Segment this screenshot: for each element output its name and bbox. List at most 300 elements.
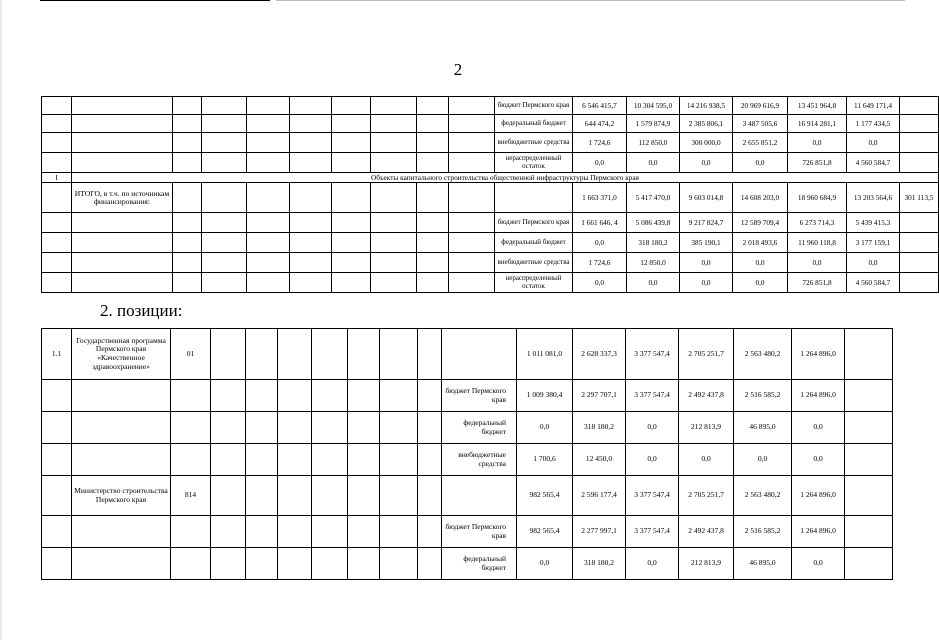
section-number: I <box>42 173 72 183</box>
funding-source-cell: внебюджетные средства <box>442 444 517 476</box>
empty-cell <box>348 444 380 476</box>
empty-cell <box>312 444 348 476</box>
empty-cell <box>246 380 278 412</box>
empty-cell <box>211 329 246 380</box>
table-row <box>42 273 939 293</box>
value-cell: 12 589 709,4 <box>733 213 788 233</box>
empty-cell <box>418 412 442 444</box>
value-cell: 318 180,2 <box>627 233 680 253</box>
empty-cell <box>371 253 417 273</box>
empty-cell <box>290 233 332 253</box>
value-cell: 0,0 <box>680 273 733 293</box>
empty-cell <box>348 548 380 580</box>
value-cell: 20 969 616,9 <box>733 97 788 115</box>
empty-cell <box>202 115 247 133</box>
empty-cell <box>417 153 449 173</box>
funding-source-cell <box>442 476 517 516</box>
value-cell: 1 264 896,0 <box>792 380 845 412</box>
empty-cell <box>290 183 332 213</box>
table-row <box>42 380 893 412</box>
empty-cell <box>202 183 247 213</box>
table-row <box>42 412 893 444</box>
funding-source-cell: федеральный бюджет <box>442 548 517 580</box>
value-cell: 0,0 <box>626 548 679 580</box>
empty-cell <box>202 233 247 253</box>
empty-cell <box>371 183 417 213</box>
empty-cell <box>173 253 202 273</box>
value-cell: 726 851,8 <box>788 273 847 293</box>
value-cell: 12 450,0 <box>573 444 626 476</box>
program-code <box>171 444 211 476</box>
empty-cell <box>173 273 202 293</box>
value-cell: 2 516 585,2 <box>734 516 792 548</box>
value-cell: 112 850,0 <box>627 133 680 153</box>
empty-cell <box>845 516 893 548</box>
empty-cell <box>418 516 442 548</box>
empty-cell <box>449 233 495 253</box>
value-cell: 12 850,0 <box>627 253 680 273</box>
value-cell: 2 705 251,7 <box>679 476 734 516</box>
empty-cell <box>845 329 893 380</box>
program-name <box>72 548 171 580</box>
table-row <box>42 233 939 253</box>
row-number <box>42 380 72 412</box>
table-row <box>42 329 893 380</box>
value-cell: 9 217 824,7 <box>680 213 733 233</box>
funding-source-cell: бюджет Пермского края <box>442 516 517 548</box>
empty-cell <box>417 133 449 153</box>
value-cell: 0,0 <box>627 153 680 173</box>
value-cell: 11 960 118,8 <box>788 233 847 253</box>
empty-cell <box>42 153 72 173</box>
value-cell: 212 813,9 <box>679 548 734 580</box>
funding-source-cell: бюджет Пермского края <box>442 380 517 412</box>
empty-cell <box>173 115 202 133</box>
value-cell: 2 492 437,8 <box>679 380 734 412</box>
empty-cell <box>371 153 417 173</box>
value-cell: 14 608 203,0 <box>733 183 788 213</box>
value-cell: 0,0 <box>788 133 847 153</box>
empty-cell <box>247 133 290 153</box>
value-cell: 1 264 896,0 <box>792 329 845 380</box>
empty-cell <box>290 97 332 115</box>
empty-cell <box>278 444 312 476</box>
empty-cell <box>417 253 449 273</box>
value-cell: 644 474,2 <box>573 115 627 133</box>
empty-cell <box>449 133 495 153</box>
table-row <box>42 97 939 115</box>
value-cell: 2 563 480,2 <box>734 476 792 516</box>
empty-cell <box>417 273 449 293</box>
value-cell: 726 851,8 <box>788 153 847 173</box>
value-cell: 212 813,9 <box>679 412 734 444</box>
row-number <box>42 548 72 580</box>
value-cell: 46 895,0 <box>734 548 792 580</box>
value-cell: 6 546 415,7 <box>573 97 627 115</box>
value-cell <box>900 97 939 115</box>
empty-cell <box>845 476 893 516</box>
value-cell: 3 377 547,4 <box>626 516 679 548</box>
value-cell: 2 297 707,1 <box>573 380 626 412</box>
table-row <box>42 253 939 273</box>
empty-cell <box>845 412 893 444</box>
empty-cell <box>417 183 449 213</box>
program-code: 814 <box>171 476 211 516</box>
empty-cell <box>278 412 312 444</box>
empty-cell <box>173 153 202 173</box>
program-name: Министерство строительства Пермского края <box>72 476 171 516</box>
value-cell: 9 603 014,8 <box>680 183 733 213</box>
value-cell <box>900 133 939 153</box>
empty-cell <box>418 548 442 580</box>
value-cell: 6 273 714,3 <box>788 213 847 233</box>
section-title: 2. позиции: <box>100 301 183 320</box>
value-cell: 0,0 <box>626 412 679 444</box>
row-number <box>42 476 72 516</box>
empty-cell <box>247 97 290 115</box>
empty-cell <box>312 548 348 580</box>
empty-cell <box>278 380 312 412</box>
table-row <box>42 548 893 580</box>
program-name: Государственная программа Пермского края «Качественное здравоохранение» <box>72 329 171 380</box>
empty-cell <box>72 233 173 253</box>
value-cell: 0,0 <box>733 153 788 173</box>
empty-cell <box>371 133 417 153</box>
empty-cell <box>42 183 72 213</box>
empty-cell <box>246 548 278 580</box>
table-row <box>42 133 939 153</box>
empty-cell <box>42 115 72 133</box>
table-row <box>42 153 939 173</box>
empty-cell <box>449 97 495 115</box>
value-cell: 0,0 <box>733 273 788 293</box>
program-name <box>72 412 171 444</box>
value-cell: 46 895,0 <box>734 412 792 444</box>
empty-cell <box>278 329 312 380</box>
empty-cell <box>247 273 290 293</box>
empty-cell <box>845 380 893 412</box>
empty-cell <box>173 233 202 253</box>
empty-cell <box>845 548 893 580</box>
value-cell: 14 216 938,5 <box>680 97 733 115</box>
value-cell: 0,0 <box>680 153 733 173</box>
funding-source-cell: внебюджетные средства <box>495 253 573 273</box>
value-cell: 318 180,2 <box>573 412 626 444</box>
table-row <box>42 115 939 133</box>
value-cell: 2 563 480,2 <box>734 329 792 380</box>
value-cell: 11 649 171,4 <box>847 97 900 115</box>
empty-cell <box>42 233 72 253</box>
value-cell: 1 011 081,0 <box>517 329 573 380</box>
value-cell: 0,0 <box>792 412 845 444</box>
funding-source-cell: бюджет Пермского края <box>495 213 573 233</box>
value-cell: 1 009 380,4 <box>517 380 573 412</box>
table-row <box>42 516 893 548</box>
value-cell <box>900 273 939 293</box>
value-cell: 1 700,6 <box>517 444 573 476</box>
total-row <box>42 183 939 213</box>
row-number <box>42 412 72 444</box>
total-label: ИТОГО, в т.ч. по источникам финансирования: <box>72 183 173 213</box>
empty-cell <box>332 115 371 133</box>
row-number: 1.1 <box>42 329 72 380</box>
empty-cell <box>449 273 495 293</box>
scan-edge-top <box>40 0 270 1</box>
empty-cell <box>247 213 290 233</box>
empty-cell <box>247 253 290 273</box>
value-cell: 0,0 <box>517 412 573 444</box>
program-code: 01 <box>171 329 211 380</box>
empty-cell <box>495 183 573 213</box>
empty-cell <box>211 476 246 516</box>
page-number: 2 <box>453 60 463 79</box>
empty-cell <box>202 253 247 273</box>
funding-source-cell <box>442 329 517 380</box>
empty-cell <box>380 548 418 580</box>
empty-cell <box>290 153 332 173</box>
empty-cell <box>348 476 380 516</box>
empty-cell <box>290 253 332 273</box>
empty-cell <box>312 412 348 444</box>
value-cell: 0,0 <box>792 548 845 580</box>
value-cell: 0,0 <box>627 273 680 293</box>
value-cell: 982 565,4 <box>517 516 573 548</box>
empty-cell <box>202 213 247 233</box>
value-cell: 1 661 646, 4 <box>573 213 627 233</box>
value-cell: 3 377 547,4 <box>626 476 679 516</box>
empty-cell <box>202 273 247 293</box>
value-cell: 0,0 <box>733 253 788 273</box>
value-cell: 0,0 <box>679 444 734 476</box>
value-cell: 2 655 851,2 <box>733 133 788 153</box>
value-cell: 0,0 <box>573 233 627 253</box>
value-cell: 0,0 <box>626 444 679 476</box>
empty-cell <box>312 476 348 516</box>
section-title-cell: Объекты капитального строительства общественной инфраструктуры Пермского края <box>72 173 939 183</box>
empty-cell <box>348 412 380 444</box>
empty-cell <box>449 253 495 273</box>
empty-cell <box>247 183 290 213</box>
empty-cell <box>278 516 312 548</box>
empty-cell <box>72 133 173 153</box>
value-cell: 0,0 <box>573 153 627 173</box>
empty-cell <box>278 548 312 580</box>
empty-cell <box>211 412 246 444</box>
value-cell: 300 000,0 <box>680 133 733 153</box>
empty-cell <box>72 213 173 233</box>
value-cell: 2 385 806,1 <box>680 115 733 133</box>
empty-cell <box>72 115 173 133</box>
value-cell: 1 579 874,9 <box>627 115 680 133</box>
funding-source-cell: федеральный бюджет <box>495 233 573 253</box>
empty-cell <box>246 444 278 476</box>
program-name <box>72 444 171 476</box>
empty-cell <box>211 444 246 476</box>
empty-cell <box>348 329 380 380</box>
empty-cell <box>246 412 278 444</box>
empty-cell <box>211 548 246 580</box>
empty-cell <box>246 329 278 380</box>
funding-source-cell: федеральный бюджет <box>495 115 573 133</box>
value-cell: 2 516 585,2 <box>734 380 792 412</box>
empty-cell <box>417 97 449 115</box>
empty-cell <box>247 115 290 133</box>
empty-cell <box>845 444 893 476</box>
empty-cell <box>211 380 246 412</box>
empty-cell <box>72 97 173 115</box>
empty-cell <box>202 97 247 115</box>
program-code <box>171 380 211 412</box>
value-cell: 3 177 159,1 <box>847 233 900 253</box>
empty-cell <box>417 213 449 233</box>
empty-cell <box>380 329 418 380</box>
empty-cell <box>417 115 449 133</box>
value-cell: 1 724,6 <box>573 133 627 153</box>
row-number <box>42 444 72 476</box>
empty-cell <box>246 476 278 516</box>
value-cell <box>900 253 939 273</box>
empty-cell <box>449 115 495 133</box>
empty-cell <box>380 444 418 476</box>
financing-table-positions <box>41 328 893 580</box>
funding-source-cell: нераспределенный остаток <box>495 273 573 293</box>
value-cell: 1 264 896,0 <box>792 476 845 516</box>
value-cell: 13 451 964,8 <box>788 97 847 115</box>
value-cell: 2 596 177,4 <box>573 476 626 516</box>
empty-cell <box>312 516 348 548</box>
empty-cell <box>348 380 380 412</box>
value-cell: 18 960 684,9 <box>788 183 847 213</box>
program-code <box>171 516 211 548</box>
value-cell: 1 177 434,5 <box>847 115 900 133</box>
empty-cell <box>42 97 72 115</box>
empty-cell <box>332 97 371 115</box>
value-cell: 5 086 439,8 <box>627 213 680 233</box>
value-cell: 982 565,4 <box>517 476 573 516</box>
empty-cell <box>42 213 72 233</box>
empty-cell <box>202 133 247 153</box>
value-cell: 301 113,5 <box>900 183 939 213</box>
empty-cell <box>380 476 418 516</box>
financing-table-top <box>41 96 939 293</box>
program-name <box>72 516 171 548</box>
empty-cell <box>42 253 72 273</box>
empty-cell <box>202 153 247 173</box>
empty-cell <box>211 516 246 548</box>
empty-cell <box>173 97 202 115</box>
empty-cell <box>72 153 173 173</box>
funding-source-cell: внебюджетные средства <box>495 133 573 153</box>
empty-cell <box>371 213 417 233</box>
empty-cell <box>332 133 371 153</box>
value-cell: 0,0 <box>847 133 900 153</box>
empty-cell <box>246 516 278 548</box>
funding-source-cell: нераспределенный остаток <box>495 153 573 173</box>
empty-cell <box>278 476 312 516</box>
value-cell: 5 417 470,0 <box>627 183 680 213</box>
value-cell: 13 203 564,6 <box>847 183 900 213</box>
value-cell: 2 018 493,6 <box>733 233 788 253</box>
value-cell: 1 663 371,0 <box>573 183 627 213</box>
empty-cell <box>418 329 442 380</box>
empty-cell <box>380 516 418 548</box>
value-cell <box>900 233 939 253</box>
value-cell: 0,0 <box>517 548 573 580</box>
value-cell: 318 180,2 <box>573 548 626 580</box>
scan-edge-left <box>0 0 2 640</box>
table-row <box>42 213 939 233</box>
value-cell: 2 277 997,1 <box>573 516 626 548</box>
value-cell: 3 377 547,4 <box>626 329 679 380</box>
empty-cell <box>418 380 442 412</box>
empty-cell <box>173 183 202 213</box>
empty-cell <box>371 115 417 133</box>
value-cell: 0,0 <box>680 253 733 273</box>
empty-cell <box>371 97 417 115</box>
empty-cell <box>380 380 418 412</box>
value-cell <box>900 213 939 233</box>
empty-cell <box>371 273 417 293</box>
scan-edge-top-right <box>276 0 905 1</box>
value-cell <box>900 153 939 173</box>
empty-cell <box>290 133 332 153</box>
value-cell: 0,0 <box>847 253 900 273</box>
empty-cell <box>371 233 417 253</box>
empty-cell <box>332 153 371 173</box>
empty-cell <box>348 516 380 548</box>
value-cell: 0,0 <box>734 444 792 476</box>
funding-source-cell: бюджет Пермского края <box>495 97 573 115</box>
section-row <box>42 173 939 183</box>
empty-cell <box>449 153 495 173</box>
empty-cell <box>418 476 442 516</box>
value-cell: 385 190,1 <box>680 233 733 253</box>
empty-cell <box>380 412 418 444</box>
empty-cell <box>42 273 72 293</box>
value-cell: 3 377 547,4 <box>626 380 679 412</box>
value-cell: 1 264 896,0 <box>792 516 845 548</box>
empty-cell <box>290 115 332 133</box>
value-cell: 16 914 281,1 <box>788 115 847 133</box>
empty-cell <box>247 153 290 173</box>
table-row <box>42 476 893 516</box>
empty-cell <box>42 133 72 153</box>
empty-cell <box>417 233 449 253</box>
empty-cell <box>72 253 173 273</box>
empty-cell <box>247 233 290 253</box>
empty-cell <box>290 273 332 293</box>
empty-cell <box>332 253 371 273</box>
program-code <box>171 412 211 444</box>
value-cell: 3 487 505,6 <box>733 115 788 133</box>
empty-cell <box>312 329 348 380</box>
program-code <box>171 548 211 580</box>
empty-cell <box>312 380 348 412</box>
empty-cell <box>418 444 442 476</box>
empty-cell <box>173 213 202 233</box>
value-cell: 2 705 251,7 <box>679 329 734 380</box>
empty-cell <box>332 233 371 253</box>
empty-cell <box>173 133 202 153</box>
value-cell: 4 560 584,7 <box>847 273 900 293</box>
value-cell: 5 439 415,3 <box>847 213 900 233</box>
value-cell: 1 724,6 <box>573 253 627 273</box>
empty-cell <box>72 273 173 293</box>
empty-cell <box>449 183 495 213</box>
empty-cell <box>332 183 371 213</box>
value-cell: 0,0 <box>792 444 845 476</box>
value-cell: 0,0 <box>573 273 627 293</box>
